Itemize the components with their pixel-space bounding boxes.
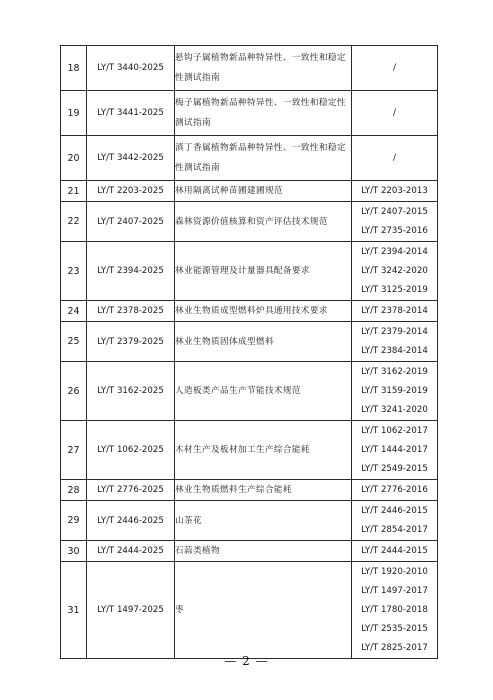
- standard-name: 山茶花: [175, 501, 352, 541]
- row-number: 29: [61, 501, 87, 541]
- replaced-standard-code: LY/T 3242-2020: [361, 265, 428, 276]
- replaced-standard-code: LY/T 3241-2020: [361, 404, 428, 415]
- replaced-standard-code: LY/T 2203-2013: [361, 185, 428, 196]
- table-row: [61, 562, 438, 659]
- replaced-standard-code: LY/T 1497-2017: [361, 585, 428, 596]
- standard-code: LY/T 2394-2025: [87, 242, 175, 301]
- standard-code: LY/T 1497-2025: [87, 562, 175, 659]
- table-row: [61, 501, 438, 541]
- table-row: [61, 136, 438, 181]
- table-row: [61, 480, 438, 501]
- standard-code: LY/T 2407-2025: [87, 202, 175, 242]
- replaced-standard-code: LY/T 2444-2015: [361, 545, 428, 556]
- replaced-standards: [352, 202, 438, 242]
- standard-code: LY/T 3441-2025: [87, 91, 175, 136]
- replaced-standards: [352, 46, 438, 91]
- table-row: [61, 322, 438, 362]
- replaced-standards: [352, 501, 438, 541]
- standard-name: 林业能源管理及计量器具配备要求: [175, 242, 352, 301]
- replaced-standard-code: LY/T 2854-2017: [361, 524, 428, 535]
- replaced-standard-code: LY/T 2379-2014: [361, 326, 428, 337]
- standard-name: 林用隔离试种苗圃建圃规范: [175, 181, 352, 202]
- row-number: 30: [61, 541, 87, 562]
- replaced-standard-code: LY/T 3162-2019: [361, 366, 428, 377]
- standard-code: LY/T 2446-2025: [87, 501, 175, 541]
- standard-name: 枣: [175, 562, 352, 659]
- standard-code: LY/T 3162-2025: [87, 362, 175, 421]
- replaced-standard-code: LY/T 2407-2015: [361, 206, 428, 217]
- standards-table-body: [61, 46, 438, 659]
- row-number: 27: [61, 421, 87, 480]
- replaced-standard-code: /: [392, 62, 397, 73]
- replaced-standards: [352, 91, 438, 136]
- replaced-standard-code: LY/T 2825-2017: [361, 642, 428, 653]
- standard-code: LY/T 2379-2025: [87, 322, 175, 362]
- page-number: — 2 —: [224, 654, 269, 668]
- row-number: 18: [61, 46, 87, 91]
- table-row: [61, 242, 438, 301]
- replaced-standards: [352, 562, 438, 659]
- standard-code: LY/T 2203-2025: [87, 181, 175, 202]
- row-number: 20: [61, 136, 87, 181]
- standard-name: 滇丁香属植物新品种特异性、一致性和稳定性测试指南: [175, 136, 352, 181]
- row-number: 21: [61, 181, 87, 202]
- row-number: 31: [61, 562, 87, 659]
- replaced-standard-code: LY/T 2776-2016: [361, 484, 428, 495]
- standard-code: LY/T 3440-2025: [87, 46, 175, 91]
- table-row: [61, 202, 438, 242]
- standard-name: 木材生产及板材加工生产综合能耗: [175, 421, 352, 480]
- table-row: [61, 301, 438, 322]
- row-number: 26: [61, 362, 87, 421]
- table-row: [61, 46, 438, 91]
- table-row: [61, 541, 438, 562]
- table-row: [61, 362, 438, 421]
- replaced-standard-code: LY/T 1920-2010: [361, 566, 428, 577]
- replaced-standards: [352, 362, 438, 421]
- replaced-standards: [352, 301, 438, 322]
- replaced-standard-code: LY/T 2394-2014: [361, 246, 428, 257]
- table-row: [61, 421, 438, 480]
- replaced-standard-code: LY/T 2446-2015: [361, 505, 428, 516]
- replaced-standard-code: /: [392, 152, 397, 163]
- row-number: 23: [61, 242, 87, 301]
- row-number: 28: [61, 480, 87, 501]
- standard-code: LY/T 2444-2025: [87, 541, 175, 562]
- standard-name: 林业生物质成型燃料炉具通用技术要求: [175, 301, 352, 322]
- replaced-standards: [352, 242, 438, 301]
- replaced-standard-code: LY/T 2735-2016: [361, 225, 428, 236]
- row-number: 25: [61, 322, 87, 362]
- standard-name: 林业生物质固体成型燃料: [175, 322, 352, 362]
- standard-name: 林业生物质燃料生产综合能耗: [175, 480, 352, 501]
- row-number: 24: [61, 301, 87, 322]
- standard-code: LY/T 2776-2025: [87, 480, 175, 501]
- standard-name: 人造板类产品生产节能技术规范: [175, 362, 352, 421]
- replaced-standard-code: LY/T 2378-2014: [361, 305, 428, 316]
- standard-name: 森林资源价值核算和资产评估技术规范: [175, 202, 352, 242]
- replaced-standard-code: LY/T 1444-2017: [361, 444, 428, 455]
- replaced-standard-code: LY/T 1780-2018: [361, 604, 428, 615]
- replaced-standards: [352, 421, 438, 480]
- standard-code: LY/T 3442-2025: [87, 136, 175, 181]
- standard-name: 梅子属植物新品种特异性、一致性和稳定性测试指南: [175, 91, 352, 136]
- row-number: 19: [61, 91, 87, 136]
- standard-name: 石蒜类植物: [175, 541, 352, 562]
- replaced-standard-code: LY/T 2384-2014: [361, 345, 428, 356]
- replaced-standard-code: LY/T 2535-2015: [361, 623, 428, 634]
- replaced-standard-code: LY/T 1062-2017: [361, 425, 428, 436]
- replaced-standards: [352, 136, 438, 181]
- table-row: [61, 181, 438, 202]
- replaced-standards: [352, 541, 438, 562]
- standard-code: LY/T 2378-2025: [87, 301, 175, 322]
- replaced-standards: [352, 480, 438, 501]
- replaced-standards: [352, 322, 438, 362]
- replaced-standard-code: LY/T 3159-2019: [361, 385, 428, 396]
- table-row: [61, 91, 438, 136]
- standard-name: 悬钩子属植物新品种特异性、一致性和稳定性测试指南: [175, 46, 352, 91]
- standard-code: LY/T 1062-2025: [87, 421, 175, 480]
- replaced-standard-code: LY/T 3125-2019: [361, 284, 428, 295]
- row-number: 22: [61, 202, 87, 242]
- replaced-standard-code: /: [392, 107, 397, 118]
- standards-table: [60, 45, 438, 659]
- replaced-standards: [352, 181, 438, 202]
- replaced-standard-code: LY/T 2549-2015: [361, 463, 428, 474]
